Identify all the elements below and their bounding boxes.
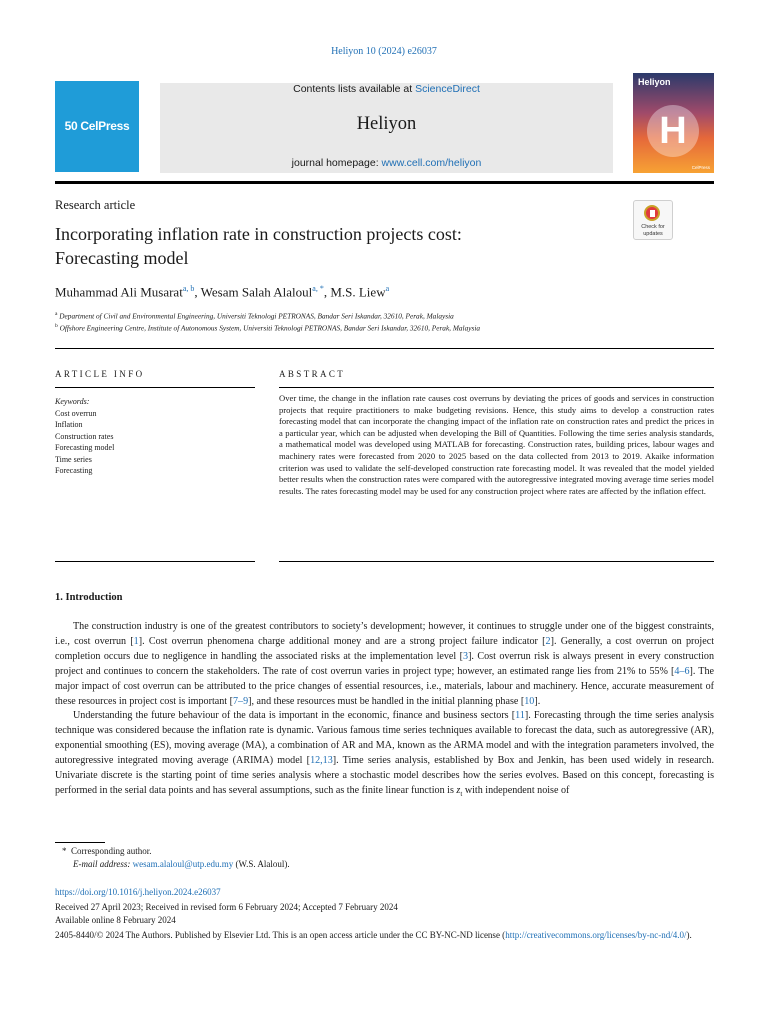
math-variable: z bbox=[456, 784, 461, 796]
author-list: Muhammad Ali Musarat$^{a, b}$, Wesam Salah Alaloul$^{a, *}$, M.S. Liew$^a$ bbox=[55, 284, 390, 300]
check-for-updates-button[interactable] bbox=[633, 200, 673, 240]
journal-name: Heliyon bbox=[356, 114, 417, 134]
article-type: Research article bbox=[55, 198, 136, 212]
check-for-updates-label: Check for updates bbox=[641, 224, 665, 237]
available-online-date: Available online 8 February 2024 bbox=[55, 915, 176, 925]
cover-title: Heliyon bbox=[638, 77, 671, 87]
keyword: Construction rates bbox=[55, 431, 114, 441]
author-affiliation-sup[interactable]: a, b bbox=[182, 284, 195, 293]
received-dates: Received 27 April 2023; Received in revised form 6 February 2024; Accepted 7 February 2024 bbox=[55, 902, 398, 912]
math-subscript: t bbox=[460, 789, 463, 798]
citation-link[interactable]: 1 bbox=[133, 635, 139, 647]
journal-cover-image[interactable] bbox=[633, 73, 714, 173]
header-divider bbox=[55, 181, 714, 184]
citation-link[interactable]: 3 bbox=[463, 650, 469, 662]
affiliation-b: $^b$ Offshore Engineering Centre, Institute of Autonomous System, Universiti Teknologi PETRONAS, Bandar Seri Iskandar, 32610, Perak, Malaysia bbox=[55, 323, 480, 333]
journal-homepage-line: journal homepage: www.cell.com/heliyon bbox=[291, 157, 482, 169]
keyword: Inflation bbox=[55, 420, 83, 429]
doi-link[interactable]: https://doi.org/10.1016/j.heliyon.2024.e26037 bbox=[55, 887, 221, 897]
keyword: Forecasting bbox=[55, 466, 93, 475]
abstract-bottom-rule bbox=[279, 561, 714, 562]
section-divider bbox=[55, 348, 714, 349]
author-name[interactable]: Muhammad Ali Musarat bbox=[55, 284, 183, 300]
keywords-label: Keywords: bbox=[55, 397, 90, 406]
intro-paragraph-2: Understanding the future behaviour of the data is important in the economic, finance and business sectors [11]. Forecasting through the time series analysis technique was considered because the inflation rate is dynamic. Various famous time series techniques available to forecast the data, such as autoregressive (AR), exponential smoothing (ES), moving average (MA), a combination of AR and MA, known as the ARMA model and with the integration parameters involved, the autoregressive integrated moving average (ARIMA) model [12,13]. Time series analysis, established by Box and Jenkin, has been used widely in research. Univariate discrete is the starting point of time series analysis where a stochastic model describes how the series evolves. Based on this concept, forecasting is performed in the serial data points and has several assumptions, such as the finite linear function is $z_t$ with independent noise of bbox=[55, 710, 714, 798]
introduction-heading: 1. Introduction bbox=[55, 592, 123, 603]
citation-link[interactable]: 12,13 bbox=[310, 755, 333, 767]
cover-publisher: CelPress bbox=[691, 165, 710, 170]
intro-paragraph-1: The construction industry is one of the greatest contributors to society’s development; however, it continues to struggle under one of the biggest constraints, i.e., cost overrun [1]. Cost overrun phenomena charge additional money and are a strong project failure indicator [2]. Generally, a cost overrun on project completion occurs due to negligence in handling the associated risks at the implementation level [3]. Cost overrun risk is always present in every construction project and continues to concern the stakeholders. The rate of cost overrun varies in project type; however, an estimated range lies from 21% to 55% [4–6]. The major impact of cost overrun can be attributed to the price changes of essential resources, i.e., materials, labour and machinery. Hence, accurate measurement of these resources in project cost is important [7–9], and these resources must be handled in the initial planning phase [10]. bbox=[55, 621, 714, 707]
author-name[interactable]: M.S. Liew bbox=[330, 284, 386, 300]
citation-link[interactable]: 10 bbox=[524, 695, 535, 707]
journal-header-box bbox=[160, 83, 613, 173]
citation-link[interactable]: 2 bbox=[545, 635, 551, 647]
abstract-text: Over time, the change in the inflation rate causes cost overruns by deviating the prices of goods and services in construction projects that require practitioners to make budgeting revisions. Hence, this study aims to develop a construction rates forecasting model that can incorporate the changing impact of the inflation rate on construction rates and predict the prices in a particular year, which can be adjusted when developing the Bill of Quantities. Following the time series analysis standards, a mathematical model was developed using MATLAB for forecasting. Construction rates, building prices, labour wages and machinery rates were forecasted from 2020 to 2025 based on the data collected from 2013 to 2019. Akaike information criterion was used to validate the self-developed construction rate forecasting model. It was revealed that the model yielded better results when the construction rates were compared with the autoregressive integrated moving average time series model results. The rates forecasting model may be used for any construction project where rates are affected by the inflation effect. bbox=[279, 393, 714, 496]
cellpress-logo[interactable] bbox=[55, 81, 139, 172]
article-info-bottom-rule bbox=[55, 561, 255, 562]
bookmark-icon bbox=[644, 205, 660, 221]
email-link[interactable]: wesam.alaloul@utp.edu.my bbox=[132, 859, 234, 869]
cover-letter: H bbox=[659, 110, 687, 152]
article-info-heading: ARTICLE INFO bbox=[55, 369, 145, 379]
author-affiliation-sup[interactable]: a, * bbox=[312, 284, 324, 293]
citation-link[interactable]: 4–6 bbox=[674, 665, 690, 677]
email-note: E-mail address: wesam.alaloul@utp.edu.my (W.S. Alaloul). bbox=[73, 859, 290, 869]
footnote-rule bbox=[55, 842, 105, 843]
contents-line: Contents lists available at ScienceDirect bbox=[293, 83, 480, 95]
citation-link[interactable]: 7–9 bbox=[233, 695, 249, 707]
license-link[interactable]: http://creativecommons.org/licenses/by-nc-nd/4.0/ bbox=[505, 930, 687, 940]
article-title: Incorporating inflation rate in construction projects cost: Forecasting model bbox=[55, 224, 462, 268]
keywords-block bbox=[55, 396, 114, 477]
sciencedirect-link[interactable]: ScienceDirect bbox=[415, 83, 480, 95]
citation-link[interactable]: 11 bbox=[515, 710, 525, 722]
keyword: Time series bbox=[55, 454, 92, 464]
affiliation-a: $^a$ Department of Civil and Environmental Engineering, Universiti Teknologi PETRONAS, Bandar Seri Iskandar, 32610, Perak, Malaysia bbox=[55, 311, 454, 321]
abstract-rule bbox=[279, 387, 714, 388]
journal-homepage-link[interactable]: www.cell.com/heliyon bbox=[381, 157, 482, 169]
abstract-heading: ABSTRACT bbox=[279, 369, 346, 379]
introduction-body bbox=[55, 620, 714, 802]
cellpress-logo-text: 50 CelPress bbox=[64, 119, 130, 133]
keyword: Cost overrun bbox=[55, 408, 97, 418]
author-name[interactable]: Wesam Salah Alaloul bbox=[200, 284, 313, 300]
corresponding-author-note: * Corresponding author. bbox=[62, 846, 152, 856]
journal-citation[interactable]: Heliyon 10 (2024) e26037 bbox=[331, 46, 437, 57]
author-affiliation-sup[interactable]: a bbox=[385, 284, 390, 293]
license-statement: 2405-8440/© 2024 The Authors. Published by Elsevier Ltd. This is an open access article under the CC BY-NC-ND license (http://creativecommons.org/licenses/by-nc-nd/4.0/). bbox=[55, 930, 692, 940]
keyword: Forecasting model bbox=[55, 443, 115, 452]
article-info-rule bbox=[55, 387, 255, 388]
